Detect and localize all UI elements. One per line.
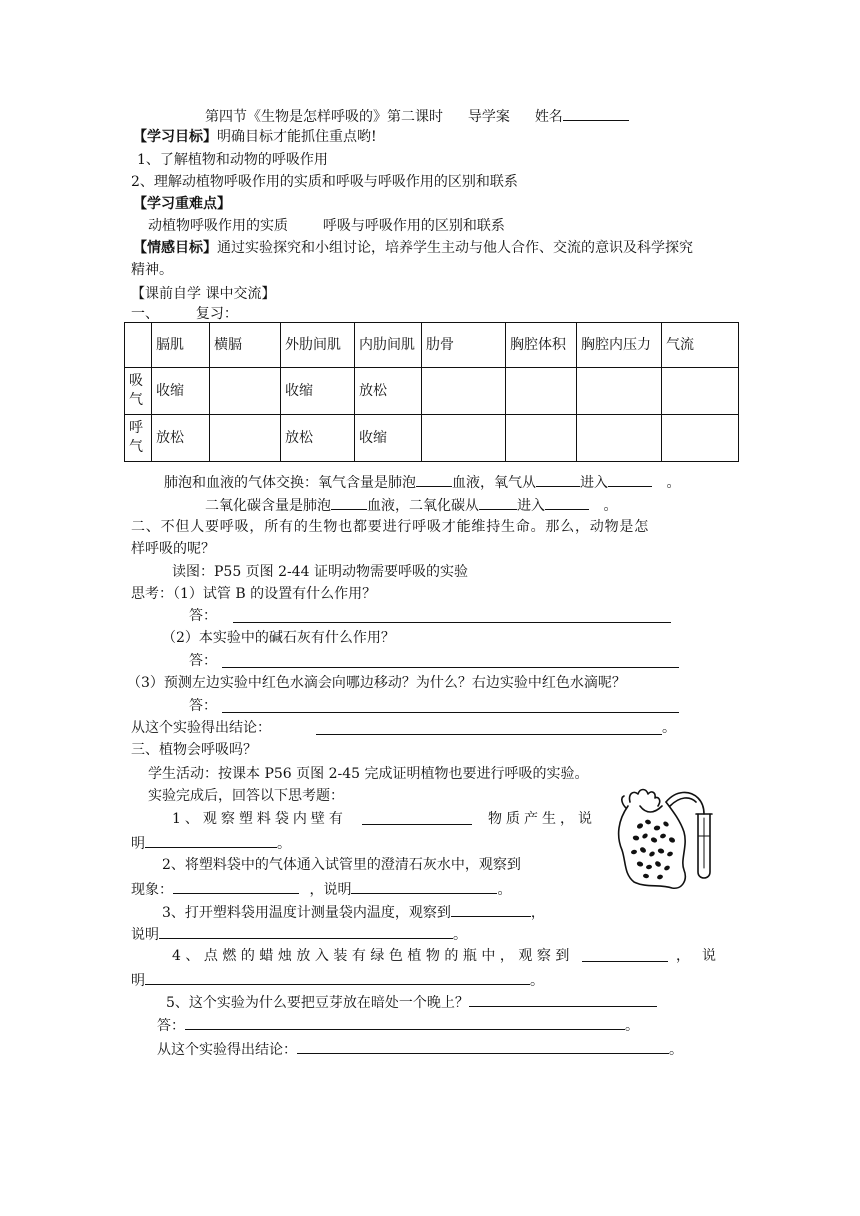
blank[interactable] [362,810,472,825]
blank[interactable] [185,1015,625,1030]
blank[interactable] [351,879,497,894]
answer-label: 答： [157,1018,185,1034]
conclusion-label: 从这个实验得出结论： [157,1042,297,1058]
q4-text: 明 [131,973,145,989]
title-main: 第四节《生物是怎样呼吸的》第二课时 [205,109,443,125]
period: 。 [662,720,676,736]
blank[interactable] [608,472,652,487]
s3-q4-line [172,947,728,965]
emotion-line-2: 精神。 [131,262,173,278]
q1-text: 明 [131,836,145,852]
answer-line-3[interactable] [222,712,679,713]
blank[interactable] [159,924,453,939]
table-header-cell: 膈肌 [152,323,210,368]
q2-text: ，说明 [309,882,352,898]
section3-activity: 学生活动：按课本 P56 页图 2-45 完成证明植物也要进行呼吸的实验。 [148,766,589,782]
review-label: 复习： [195,306,238,322]
gas-text: 血液，氧气从 [452,475,536,491]
blank[interactable] [331,495,367,510]
page-title [205,106,629,126]
gas-text: 。 [666,475,681,491]
table-header-cell: 横膈 [210,323,281,368]
s3-q5-answer [157,1015,639,1035]
table-header-row [125,323,739,368]
row-label-inhale: 吸气 [125,368,152,415]
gas-text: 血液，二氧化碳从 [367,498,479,514]
blank[interactable] [545,495,589,510]
answer-label: 答： [189,608,217,624]
answer-label: 答： [189,698,217,714]
period: 。 [277,836,291,852]
blank[interactable] [145,833,277,848]
question-3: （3）预测左边实验中红色水滴会向哪边移动？为什么？右边实验中红色水滴呢？ [127,675,626,691]
title-type: 导学案 [467,109,510,125]
section2-line-1: 二、不但人要呼吸，所有的生物也都要进行呼吸才能维持生命。那么，动物是怎 [131,519,649,535]
s3-q4-cont [131,970,544,990]
table-cell: 收缩 [355,415,422,462]
s3-q5-line [166,992,657,1012]
blank[interactable] [451,902,531,917]
s3-q3-cont [131,924,467,944]
period: 。 [625,1018,639,1034]
row-label-exhale: 呼气 [125,415,152,462]
table-header-cell: 外肋间肌 [281,323,355,368]
q3-text: 3、打开塑料袋用温度计测量袋内温度，观察到 [162,905,451,921]
blank[interactable] [582,947,668,962]
objective-item-2: 2、理解动植物呼吸作用的实质和呼吸与呼吸作用的区别和联系 [131,174,518,190]
answer-label: 答： [189,653,217,669]
s3-q3-line [162,902,545,922]
gas-text: 肺泡和血液的气体交换：氧气含量是肺泡 [164,475,416,491]
comma: ， [530,905,545,921]
key-point-b: 呼吸与呼吸作用的区别和联系 [322,218,505,234]
table-cell[interactable] [210,368,281,415]
key-point-a: 动植物呼吸作用的实质 [148,218,288,234]
table-header-cell: 胸腔体积 [506,323,577,368]
period: 。 [453,927,467,943]
gas-text: 二氧化碳含量是肺泡 [205,498,331,514]
think-label: 思考： [131,586,173,602]
table-header-cell: 内肋间肌 [355,323,422,368]
section3-after: 实验完成后，回答以下思考题： [148,788,344,804]
breathing-table [124,322,739,462]
section2-q1-line [131,585,376,603]
section2-conclusion: 从这个实验得出结论： [131,720,271,736]
emotion-line-1 [133,239,693,257]
table-row-exhale [125,415,739,462]
blank[interactable] [173,879,299,894]
table-cell: 放松 [355,368,422,415]
q3-text: 说明 [131,927,159,943]
table-cell[interactable] [506,415,577,462]
s3-conclusion [157,1039,683,1059]
preview-heading: 【课前自学 课中交流】 [131,286,276,302]
section2-line-2: 样呼吸的呢？ [131,541,215,557]
q1-text: 物质产生，说 [487,811,596,827]
gas-text: 进入 [580,475,608,491]
q4-text: 4、点燃的蜡烛放入装有绿色植物的瓶中，观察到 [172,948,574,964]
answer-line-2[interactable] [222,667,679,668]
objectives-lead: 明确目标才能抓住重点哟! [217,129,377,145]
table-cell: 收缩 [281,368,355,415]
gas-exchange-line-2 [205,495,617,515]
emotion-heading: 【情感目标】 [133,240,217,256]
table-cell[interactable] [577,415,662,462]
q5-text: 5、这个实验为什么要把豆芽放在暗处一个晚上？ [166,995,469,1011]
table-header-cell: 胸腔内压力 [577,323,662,368]
name-label: 姓名 [534,109,563,125]
table-cell[interactable] [577,368,662,415]
key-points-heading: 【学习重难点】 [133,196,231,212]
emotion-text-1: 通过实验探究和小组讨论，培养学生主动与他人合作、交流的意识及科学探究 [217,240,693,256]
table-cell: 收缩 [152,368,210,415]
objectives-heading-line [133,128,377,146]
q1-text: 1、观察塑料袋内壁有 [172,811,347,827]
table-cell[interactable] [506,368,577,415]
conclusion-line-2[interactable] [316,734,662,735]
gas-text: 进入 [517,498,545,514]
table-header-cell: 肋骨 [422,323,506,368]
s3-q2-cont [131,879,511,899]
table-row-inhale [125,368,739,415]
key-points-text [148,217,505,235]
blank[interactable] [297,1039,669,1054]
blank[interactable] [479,495,517,510]
name-blank[interactable] [563,106,629,121]
question-1: （1）试管 B 的设置有什么作用？ [173,586,377,602]
s3-q2-line: 2、将塑料袋中的气体通入试管里的澄清石灰水中，观察到 [162,857,521,873]
q2-text: 现象： [131,882,173,898]
table-cell[interactable] [422,368,506,415]
s3-q1-cont [131,833,291,853]
table-cell[interactable] [662,415,739,462]
review-heading [131,305,238,323]
gas-exchange-line-1 [164,472,680,492]
q4-text: ，说 [676,948,728,964]
table-cell[interactable] [662,368,739,415]
plastic-bag-with-sprouts-and-test-tube-illustration [600,784,730,894]
period: 。 [530,973,544,989]
table-header-cell [125,323,152,368]
section3-heading: 三、植物会呼吸吗？ [131,742,257,758]
objectives-heading: 【学习目标】 [133,129,217,145]
table-cell[interactable] [422,415,506,462]
table-cell: 放松 [152,415,210,462]
gas-text: 。 [603,498,618,514]
period: 。 [497,882,512,898]
question-2: （2）本实验中的碱石灰有什么作用？ [162,630,395,646]
table-cell: 放松 [281,415,355,462]
blank[interactable] [416,472,452,487]
review-number: 一、 [131,306,159,322]
table-header-cell: 气流 [662,323,739,368]
s3-q1-line [172,810,596,828]
answer-line-1[interactable] [233,622,671,623]
blank[interactable] [145,970,530,985]
objective-item-1: 1、了解植物和动物的呼吸作用 [137,152,328,168]
section2-read: 读图：P55 页图 2-44 证明动物需要呼吸的实验 [172,564,469,580]
blank[interactable] [536,472,580,487]
table-cell[interactable] [210,415,281,462]
blank[interactable] [469,992,657,1007]
period: 。 [669,1042,683,1058]
